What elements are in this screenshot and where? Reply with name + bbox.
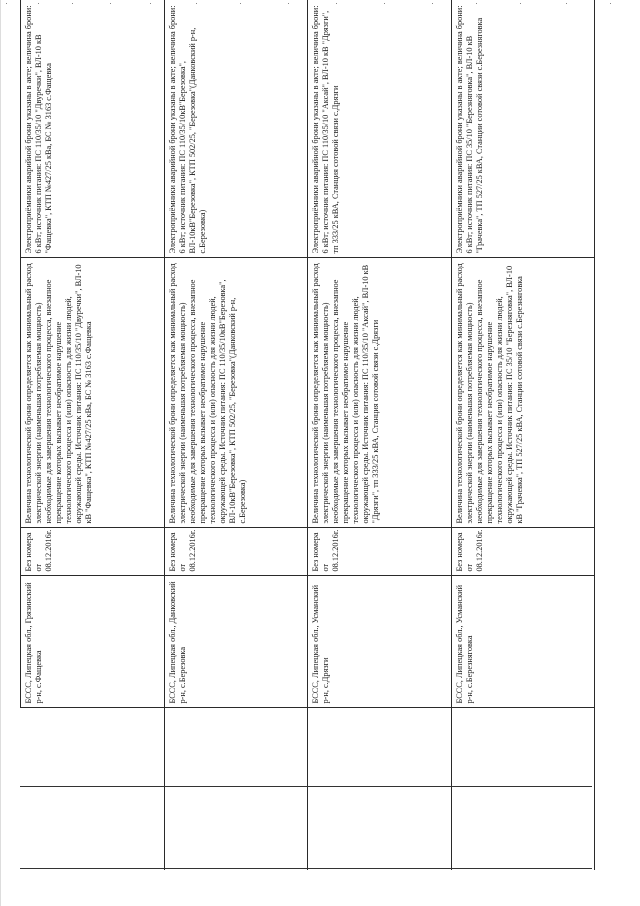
description-text: Величина технологической брони определяется как минимальный расход электрической энергии (наименьшая потребляемая мощность) необходимые для завершения технологического процесса, внезапное прекращение которых вызывает необратимое нарушение технологического процесса и (или) опасность для жизни людей, окружающей среды. Источник питания: ПС 110/35/10 "Двуречки", ВЛ-10 кВ "Фащевка", КТП №427/25 кВа, БС № 3163 с.Фащевка bbox=[24, 263, 93, 524]
horizontal-rule bbox=[20, 786, 592, 787]
empty-cell bbox=[451, 708, 595, 870]
act-cell bbox=[451, 0, 595, 258]
table-row bbox=[164, 0, 308, 870]
number-text: Без номера от 08.12.2016г. bbox=[24, 529, 53, 572]
act-cell bbox=[308, 0, 452, 258]
act-text: Электроприёмники аварийной брони указаны в акте; величина брони: 6 кВт; источник питания: ПС 35/10 "Березняговка", ВЛ-10 кВ "Грачевка", ТП 527/25 кВА, Станции сотовой связи с.Березняговка bbox=[454, 5, 484, 254]
location-text: БССС, Липецкая обл., Усманский р-н, с.Березняговка bbox=[454, 584, 474, 704]
act-text: Электроприёмники аварийной брони указаны в акте; величина брони: 6 кВт; источник питания: ПС 110/35/10 "Двуречки", ВЛ-10 кВ "Фащевка", КТП №427/25 кВа, БС № 3163 с.Фащевка bbox=[24, 5, 53, 254]
number-text: Без номера от 08.12.2016г. bbox=[454, 529, 484, 572]
table-row bbox=[308, 0, 452, 870]
description-text: Величина технологической брони определяется как минимальный расход электрической энергии (наименьшая потребляемая мощность) необходимые для завершения технологического процесса, внезапное прекращение которых вызывает необратимое нарушение технологического процесса и (или) опасность для жизни людей, окружающей среды. Источник питания: ПС 35/10 "Березняговка", ВЛ-10 кВ "Грачевка", ТП 527/25 кВА, Станции сотовой связи с.Березняговка bbox=[454, 263, 524, 524]
description-cell bbox=[164, 258, 308, 528]
reserve-table bbox=[20, 0, 595, 870]
description-cell bbox=[451, 258, 595, 528]
act-text: Электроприёмники аварийной брони указаны в акте; величина брони: 6 кВт; источник питания: ПС 110/35/10 "Аксай", ВЛ-10 кВ "Дрязги", тп 333/25 кВА, Станция сотовой связи с.Дрязги bbox=[311, 5, 340, 254]
location-cell bbox=[21, 576, 165, 708]
location-cell bbox=[308, 576, 452, 708]
table-row bbox=[451, 0, 595, 870]
empty-cell bbox=[308, 708, 452, 870]
empty-cell bbox=[164, 708, 308, 870]
act-cell bbox=[21, 0, 165, 258]
description-cell bbox=[21, 258, 165, 528]
number-text: Без номера от 08.12.2016г. bbox=[311, 529, 340, 572]
description-cell bbox=[308, 258, 452, 528]
location-text: БССС, Липецкая обл., Данковский р-н, с.Березовка bbox=[167, 581, 187, 704]
number-cell bbox=[451, 528, 595, 576]
page-edge bbox=[0, 0, 1, 906]
horizontal-rule bbox=[20, 868, 592, 869]
act-text: Электроприёмники аварийной брони указаны в акте; величина брони: 6 кВт; источник питания: ПС 110/35/10кВ"Березовка", ВЛ-10кВ"Березовка", КТП 502/25, "Березовка"(Данковский р-н, с.Березовка) bbox=[167, 5, 207, 254]
empty-cell bbox=[21, 708, 165, 870]
location-cell bbox=[451, 576, 595, 708]
number-cell bbox=[21, 528, 165, 576]
location-text: БССС, Липецкая обл., Усманский р-н, с.Дрязги bbox=[311, 584, 330, 704]
number-cell bbox=[164, 528, 308, 576]
description-text: Величина технологической брони определяется как минимальный расход электрической энергии (наименьшая потребляемая мощность) необходимые для завершения технологического процесса, внезапное прекращение которых вызывает необратимое нарушение технологического процесса и (или) опасность для жизни людей, окружающей среды. Источник питания: ПС 110/35/10 "Аксай", ВЛ-10 кВ "Дрязги", тп 333/25 кВА, Станция сотовой связи с.Дрязги bbox=[311, 263, 380, 524]
act-cell bbox=[164, 0, 308, 258]
table-row bbox=[21, 0, 165, 870]
rotated-table-container bbox=[20, 0, 595, 870]
number-text: Без номера от 08.12.2016г. bbox=[167, 529, 197, 572]
description-text: Величина технологической брони определяется как минимальный расход электрической энергии (наименьшая потребляемая мощность) необходимые для завершения технологического процесса, внезапное прекращение которых вызывает необратимое нарушение технологического процесса и (или) опасность для жизни людей, окружающей среды. Источник питания: ПС 110/35/10кВ"Березовка", ВЛ-10кВ"Березовка", КТП 502/25, "Березовка"(Данковский р-н, с.Березовка) bbox=[167, 263, 247, 524]
location-text: БССС, Липецкая обл., Грязинский р-н, с.Фащевка bbox=[24, 582, 43, 704]
location-cell bbox=[164, 576, 308, 708]
number-cell bbox=[308, 528, 452, 576]
